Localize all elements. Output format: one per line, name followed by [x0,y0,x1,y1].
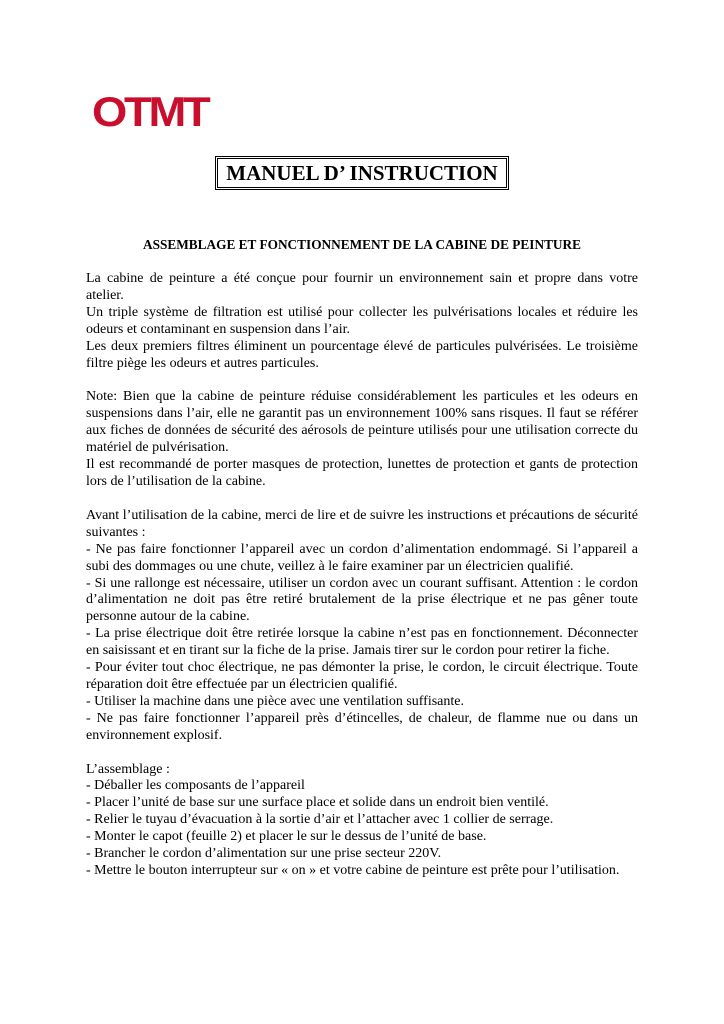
document-body [86,271,638,880]
safety-item: - La prise électrique doit être retirée lorsque la cabine n’est pas en fonctionnement. Déconnecter en saisissant et en tirant sur la fiche de la prise. Jamais tirer sur le cordon pour retirer la fiche. [86,626,638,659]
assembly-heading: L’assemblage : [86,761,170,777]
safety-item: - Si une rallonge est nécessaire, utiliser un cordon avec un courant suffisant. Attention : le cordon d’alimentation ne doit pas être retiré brutalement de la prise électrique et ne pas gêner toute personne autour de la cabine. [86,575,638,625]
safety-item: - Ne pas faire fonctionner l’appareil près d’étincelles, de chaleur, de flamme nue ou dans un environnement explosif. [86,710,638,743]
intro-section [86,271,638,372]
intro-paragraph: La cabine de peinture a été conçue pour fournir un environnement sain et propre dans votre atelier. [86,271,638,303]
company-logo: OTMT [92,88,208,135]
intro-paragraph: Un triple système de filtration est utilisé pour collecter les pulvérisations locales et réduire les odeurs et contaminant en suspension dans l’air. [86,304,638,337]
document-title: MANUEL D’ INSTRUCTION [217,158,507,188]
assembly-step: - Brancher le cordon d’alimentation sur une prise secteur 220V. [86,846,442,862]
note-paragraph: Note: Bien que la cabine de peinture réduise considérablement les particules et les odeurs en suspensions dans l’air, elle ne garantit pas un environnement 100% sans risques. Il faut se référer aux fiches de données de sécurité des aérosols de peinture utilisés pour une utilisation correcte du matériel de pulvérisation. [86,389,638,456]
assembly-step: - Relier le tuyau d’évacuation à la sortie d’air et l’attacher avec 1 collier de serrage. [86,812,554,828]
safety-intro: Avant l’utilisation de la cabine, merci de lire et de suivre les instructions et précautions de sécurité suivantes : [86,507,638,540]
assembly-step: - Placer l’unité de base sur une surface place et solide dans un endroit bien ventilé. [86,795,549,811]
assembly-step: - Monter le capot (feuille 2) et placer le sur le dessus de l’unité de base. [86,829,487,845]
assembly-step: - Mettre le bouton interrupteur sur « on » et votre cabine de peinture est prête pour l’utilisation. [86,863,620,878]
safety-item: - Utiliser la machine dans une pièce avec une ventilation suffisante. [86,693,464,709]
note-section [86,389,638,490]
section-heading: ASSEMBLAGE ET FONCTIONNEMENT DE LA CABINE DE PEINTURE [142,237,582,252]
safety-item: - Pour éviter tout choc électrique, ne pas démonter la prise, le cordon, le circuit électrique. Toute réparation doit être effectuée par un électricien qualifié. [86,660,638,692]
assembly-step: - Déballer les composants de l’appareil [86,778,305,794]
note-paragraph: Il est recommandé de porter masques de protection, lunettes de protection et gants de protection lors de l’utilisation de la cabine. [86,457,638,489]
intro-paragraph: Les deux premiers filtres éliminent un pourcentage élevé de particules pulvérisées. Le troisième filtre piège les odeurs et autres particules. [86,338,638,371]
safety-section [86,508,638,745]
assembly-section [86,762,638,880]
safety-item: - Ne pas faire fonctionner l’appareil avec un cordon d’alimentation endommagé. Si l’appareil a subi des dommages ou une chute, veillez à le faire examiner par un électricien qualifié. [86,541,638,574]
